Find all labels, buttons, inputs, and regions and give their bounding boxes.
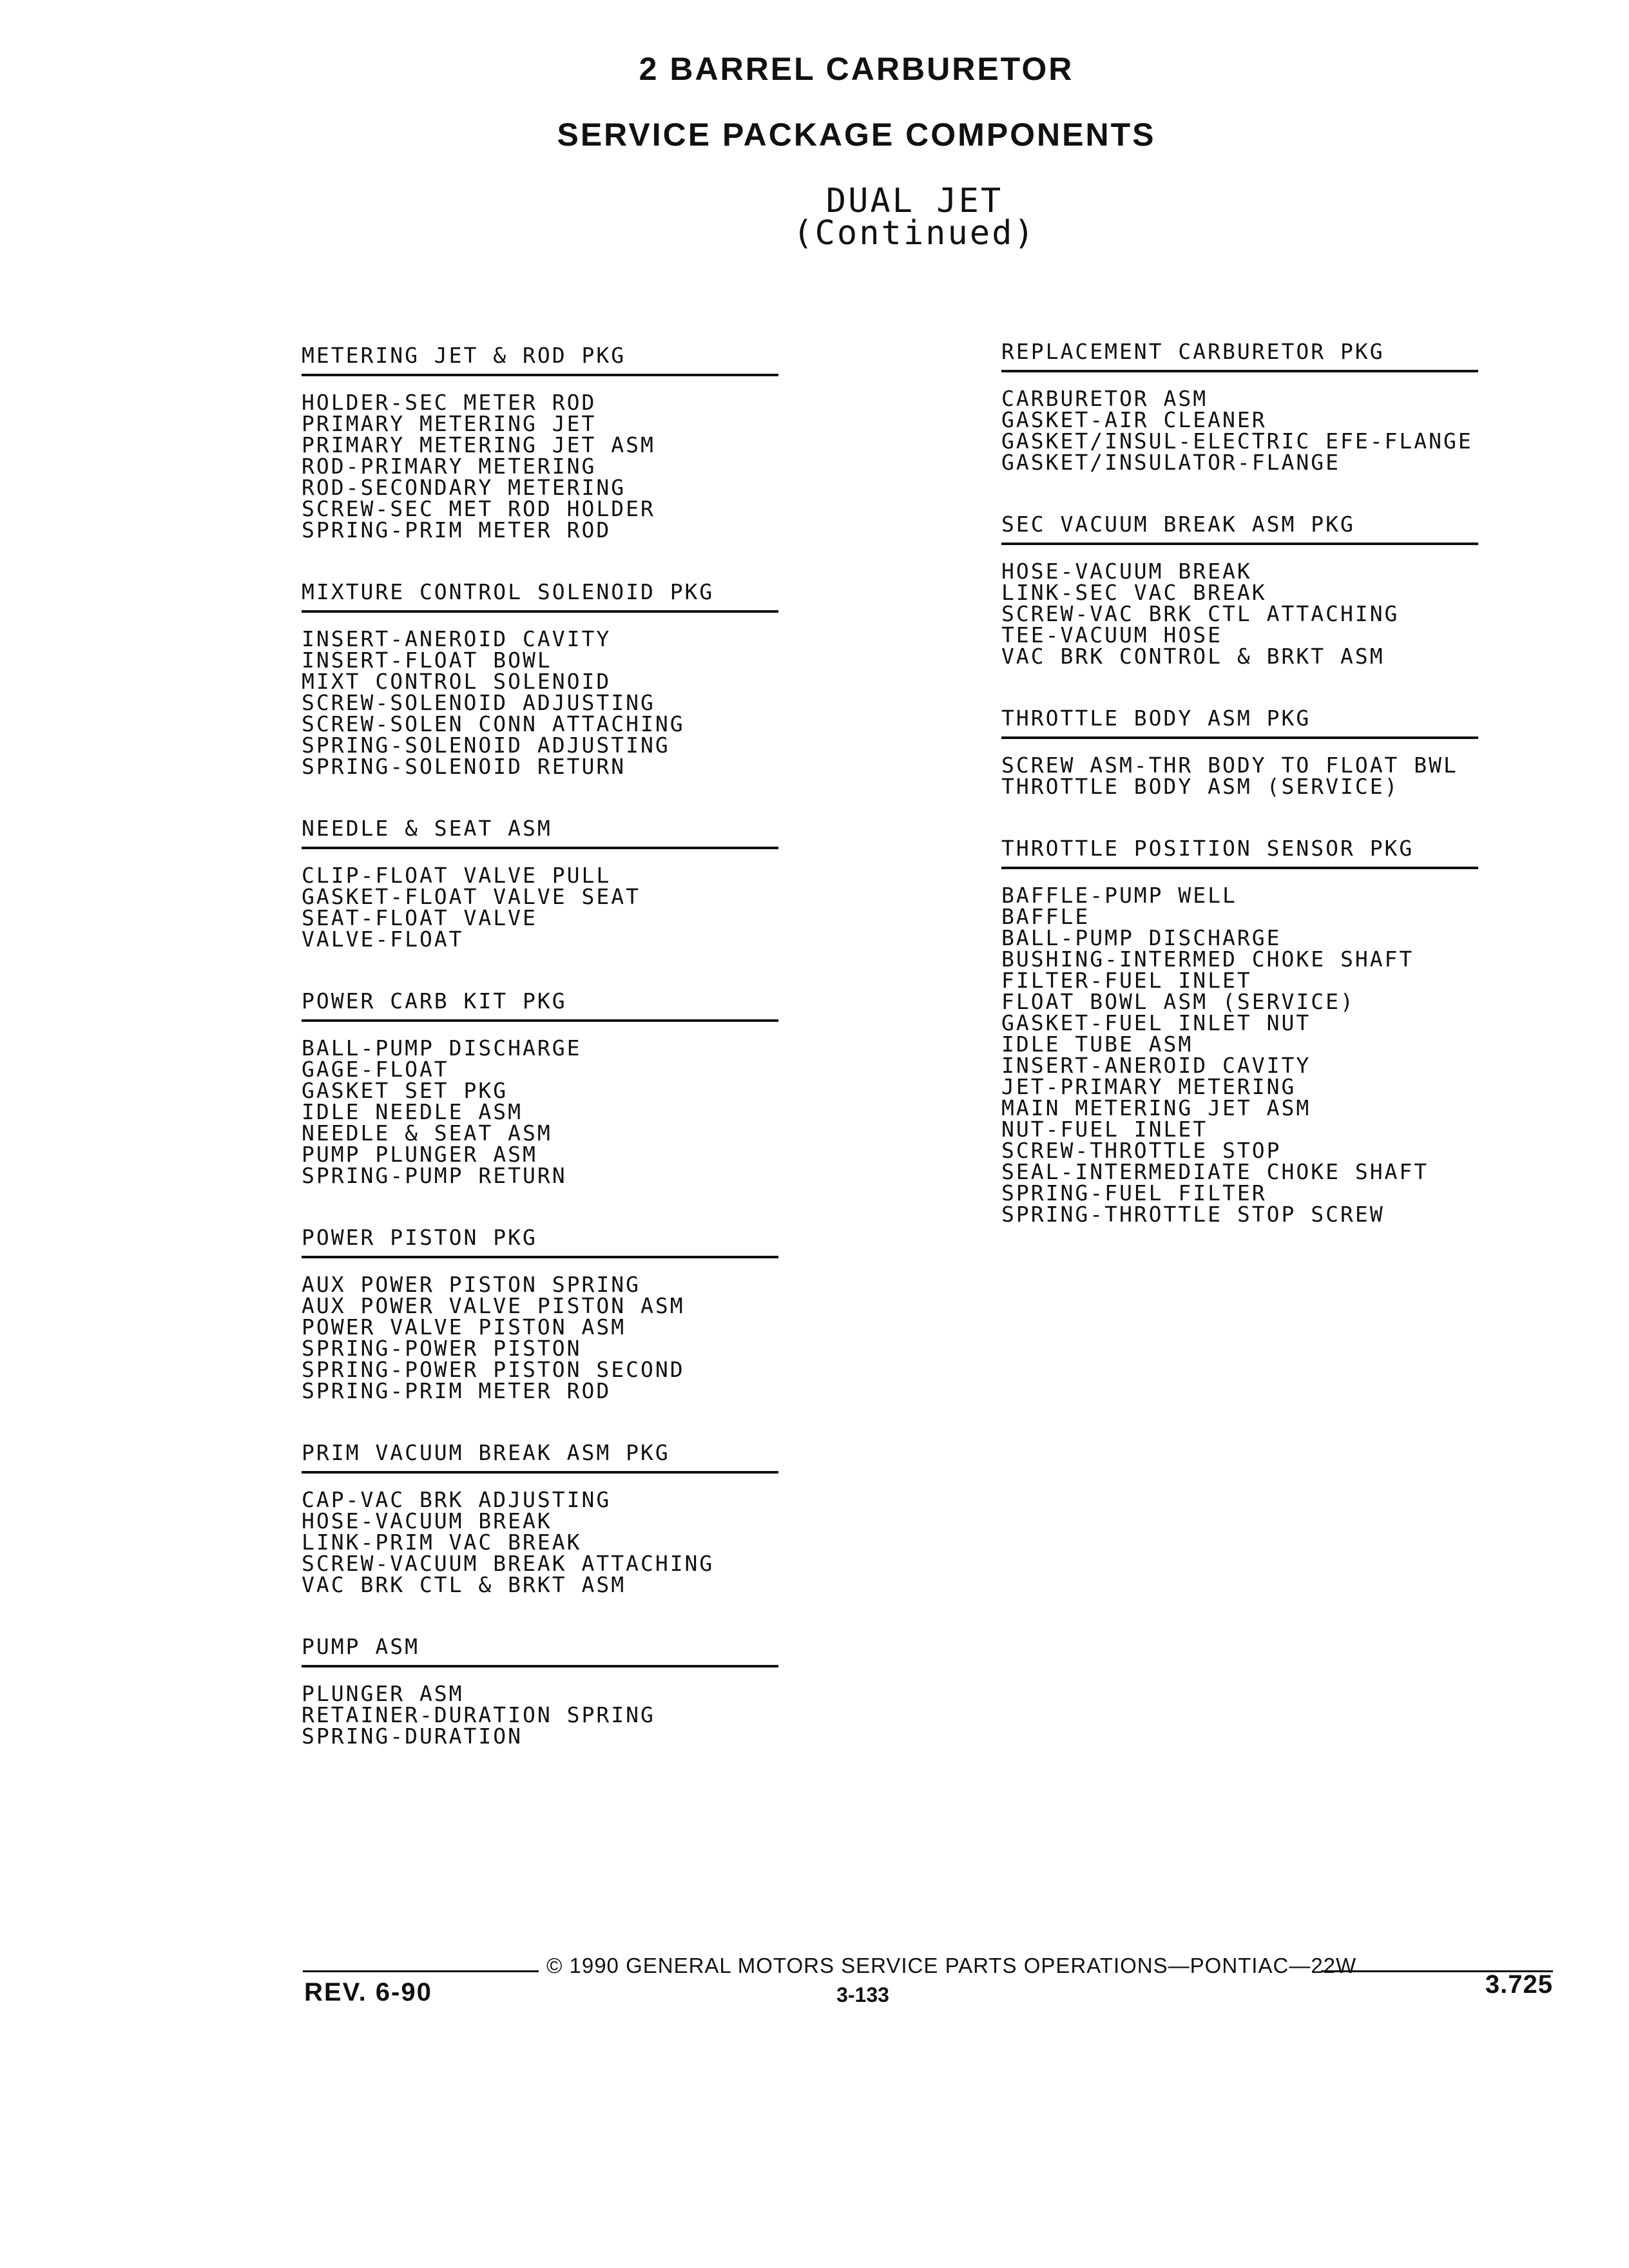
part-item: TEE-VACUUM HOSE bbox=[1001, 622, 1223, 648]
document-subtitle: SERVICE PACKAGE COMPONENTS bbox=[557, 117, 1156, 153]
part-item: POWER VALVE PISTON ASM bbox=[302, 1314, 626, 1340]
part-item: AUX POWER VALVE PISTON ASM bbox=[302, 1293, 685, 1318]
part-item: NEEDLE & SEAT ASM bbox=[302, 1120, 552, 1146]
parts-list bbox=[302, 392, 778, 541]
package-heading: POWER PISTON PKG bbox=[302, 1225, 778, 1258]
part-item: GAGE-FLOAT bbox=[302, 1057, 449, 1082]
package-section bbox=[302, 579, 778, 777]
package-section bbox=[302, 343, 778, 541]
part-item: SPRING-SOLENOID ADJUSTING bbox=[302, 733, 670, 758]
parts-list bbox=[302, 1274, 778, 1401]
part-item: GASKET SET PKG bbox=[302, 1078, 508, 1103]
part-item: INSERT-ANEROID CAVITY bbox=[1001, 1053, 1311, 1078]
part-item: MAIN METERING JET ASM bbox=[1001, 1095, 1311, 1120]
part-item: BAFFLE-PUMP WELL bbox=[1001, 883, 1237, 908]
page-number: 3-133 bbox=[836, 1983, 889, 2006]
part-item: SPRING-THROTTLE STOP SCREW bbox=[1001, 1202, 1385, 1227]
part-item: PLUNGER ASM bbox=[302, 1681, 464, 1706]
part-item: LINK-PRIM VAC BREAK bbox=[302, 1530, 582, 1555]
package-section bbox=[302, 1440, 778, 1595]
part-item: GASKET/INSULATOR-FLANGE bbox=[1001, 450, 1340, 475]
part-item: SPRING-DURATION bbox=[302, 1724, 523, 1749]
document-title: 2 BARREL CARBURETOR bbox=[639, 51, 1074, 87]
section-number: 3.725 bbox=[1485, 1970, 1553, 1999]
part-item: VAC BRK CONTROL & BRKT ASM bbox=[1001, 644, 1385, 669]
part-item: FILTER-FUEL INLET bbox=[1001, 968, 1252, 993]
part-item: CARBURETOR ASM bbox=[1001, 386, 1208, 411]
part-item: HOSE-VACUUM BREAK bbox=[1001, 559, 1252, 584]
part-item: AUX POWER PISTON SPRING bbox=[302, 1272, 641, 1297]
package-heading: PUMP ASM bbox=[302, 1634, 778, 1667]
part-item: SPRING-SOLENOID RETURN bbox=[302, 754, 626, 779]
part-item: VAC BRK CTL & BRKT ASM bbox=[302, 1572, 626, 1597]
part-item: BALL-PUMP DISCHARGE bbox=[302, 1035, 582, 1061]
package-section bbox=[302, 816, 778, 950]
part-item: SCREW-SOLENOID ADJUSTING bbox=[302, 690, 655, 715]
part-item: PRIMARY METERING JET bbox=[302, 411, 597, 436]
package-section bbox=[302, 1225, 778, 1401]
part-item: LINK-SEC VAC BREAK bbox=[1001, 580, 1267, 605]
part-item: SPRING-PRIM METER ROD bbox=[302, 517, 612, 543]
package-heading: THROTTLE BODY ASM PKG bbox=[1001, 706, 1478, 739]
parts-list bbox=[302, 1489, 778, 1595]
parts-list bbox=[1001, 561, 1478, 667]
parts-list bbox=[302, 865, 778, 950]
part-item: NUT-FUEL INLET bbox=[1001, 1117, 1208, 1142]
part-item: PRIMARY METERING JET ASM bbox=[302, 432, 655, 457]
part-item: VALVE-FLOAT bbox=[302, 927, 464, 952]
part-item: HOSE-VACUUM BREAK bbox=[302, 1508, 552, 1533]
package-section bbox=[1001, 836, 1478, 1225]
part-item: GASKET-AIR CLEANER bbox=[1001, 407, 1267, 432]
part-item: SPRING-POWER PISTON bbox=[302, 1336, 582, 1361]
part-item: IDLE NEEDLE ASM bbox=[302, 1099, 523, 1124]
part-item: SEAL-INTERMEDIATE CHOKE SHAFT bbox=[1001, 1159, 1429, 1184]
package-section bbox=[302, 988, 778, 1186]
parts-list bbox=[302, 1037, 778, 1186]
package-section bbox=[1001, 339, 1478, 473]
part-item: ROD-PRIMARY METERING bbox=[302, 454, 597, 479]
part-item: GASKET-FLOAT VALVE SEAT bbox=[302, 884, 641, 909]
part-item: SCREW-SOLEN CONN ATTACHING bbox=[302, 711, 685, 736]
part-item: SPRING-POWER PISTON SECOND bbox=[302, 1357, 685, 1382]
parts-list bbox=[1001, 885, 1478, 1225]
package-heading: PRIM VACUUM BREAK ASM PKG bbox=[302, 1440, 778, 1474]
part-item: CAP-VAC BRK ADJUSTING bbox=[302, 1487, 612, 1512]
part-item: SEAT-FLOAT VALVE bbox=[302, 905, 537, 930]
footer-rule-left bbox=[303, 1970, 539, 1972]
package-heading: METERING JET & ROD PKG bbox=[302, 343, 778, 376]
right-column bbox=[1001, 339, 1478, 1264]
part-item: HOLDER-SEC METER ROD bbox=[302, 390, 597, 415]
part-item: SCREW-VACUUM BREAK ATTACHING bbox=[302, 1551, 715, 1576]
parts-list bbox=[302, 628, 778, 777]
part-item: GASKET/INSUL-ELECTRIC EFE-FLANGE bbox=[1001, 428, 1473, 454]
part-item: IDLE TUBE ASM bbox=[1001, 1032, 1193, 1057]
part-item: BUSHING-INTERMED CHOKE SHAFT bbox=[1001, 947, 1414, 972]
package-section bbox=[302, 1634, 778, 1747]
part-item: BAFFLE bbox=[1001, 904, 1090, 929]
part-item: ROD-SECONDARY METERING bbox=[302, 475, 626, 500]
variant-heading: DUAL JET bbox=[825, 182, 1003, 220]
part-item: SCREW ASM-THR BODY TO FLOAT BWL bbox=[1001, 753, 1458, 778]
part-item: INSERT-FLOAT BOWL bbox=[302, 648, 552, 673]
package-heading: REPLACEMENT CARBURETOR PKG bbox=[1001, 339, 1478, 372]
parts-list bbox=[302, 1683, 778, 1747]
part-item: PUMP PLUNGER ASM bbox=[302, 1142, 537, 1167]
package-section bbox=[1001, 512, 1478, 667]
part-item: SCREW-VAC BRK CTL ATTACHING bbox=[1001, 601, 1400, 626]
part-item: MIXT CONTROL SOLENOID bbox=[302, 669, 612, 694]
part-item: GASKET-FUEL INLET NUT bbox=[1001, 1010, 1311, 1035]
package-heading: THROTTLE POSITION SENSOR PKG bbox=[1001, 836, 1478, 869]
part-item: JET-PRIMARY METERING bbox=[1001, 1074, 1296, 1099]
copyright-notice: © 1990 GENERAL MOTORS SERVICE PARTS OPERATIONS—PONTIAC—22W bbox=[546, 1954, 1357, 1977]
parts-list bbox=[1001, 388, 1478, 473]
part-item: SPRING-FUEL FILTER bbox=[1001, 1180, 1267, 1206]
parts-list bbox=[1001, 754, 1478, 797]
part-item: CLIP-FLOAT VALVE PULL bbox=[302, 863, 612, 888]
revision-label: REV. 6-90 bbox=[304, 1978, 432, 2006]
part-item: FLOAT BOWL ASM (SERVICE) bbox=[1001, 989, 1355, 1014]
part-item: SPRING-PUMP RETURN bbox=[302, 1163, 567, 1188]
part-item: INSERT-ANEROID CAVITY bbox=[302, 626, 612, 651]
package-section bbox=[1001, 706, 1478, 797]
package-heading: SEC VACUUM BREAK ASM PKG bbox=[1001, 512, 1478, 545]
part-item: THROTTLE BODY ASM (SERVICE) bbox=[1001, 774, 1400, 799]
package-heading: POWER CARB KIT PKG bbox=[302, 988, 778, 1022]
part-item: RETAINER-DURATION SPRING bbox=[302, 1702, 655, 1727]
part-item: SCREW-THROTTLE STOP bbox=[1001, 1138, 1282, 1163]
part-item: SPRING-PRIM METER ROD bbox=[302, 1378, 612, 1403]
continued-label: (Continued) bbox=[793, 214, 1036, 253]
part-item: SCREW-SEC MET ROD HOLDER bbox=[302, 496, 655, 521]
part-item: BALL-PUMP DISCHARGE bbox=[1001, 925, 1282, 950]
left-column bbox=[302, 343, 778, 1785]
package-heading: NEEDLE & SEAT ASM bbox=[302, 816, 778, 849]
package-heading: MIXTURE CONTROL SOLENOID PKG bbox=[302, 579, 778, 613]
